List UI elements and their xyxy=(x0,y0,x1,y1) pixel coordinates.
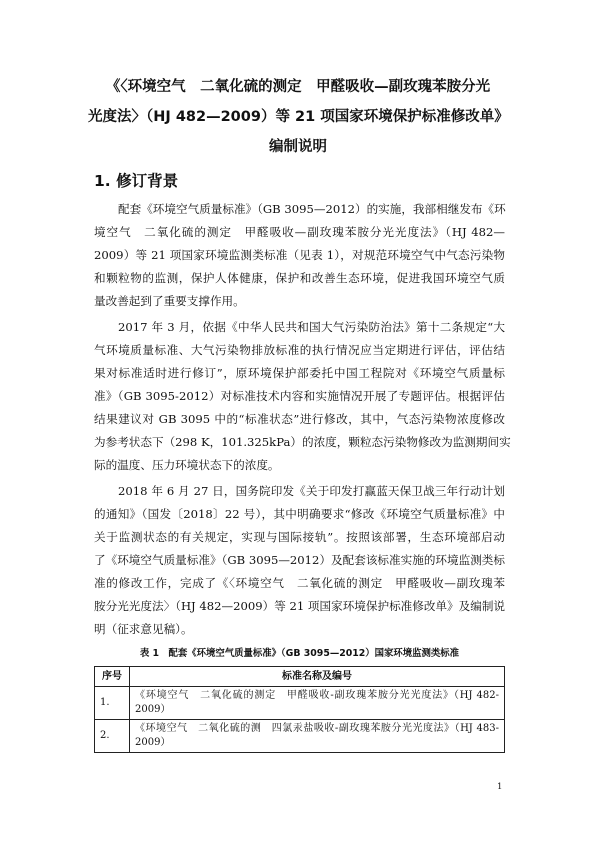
paragraph-2-line-4: 准》（GB 3095-2012）对标准技术内容和实施情况开展了专题评估。根据评估 xyxy=(94,389,505,403)
paragraph-3-line-1: 2018 年 6 月 27 日，国务院印发《关于印发打赢蓝天保卫战三年行动计划 xyxy=(118,484,505,498)
paragraph-1-line-4: 和颗粒物的监测，保护人体健康，保护和改善生态环境，促进我国环境空气质 xyxy=(94,271,505,285)
paragraph-3-line-2: 的通知》（国发〔2018〕22 号），其中明确要求“修改《环境空气质量标准》中 xyxy=(94,507,505,521)
page-number: 1 xyxy=(497,782,503,792)
paragraph-3-line-5: 准的修改工作，完成了《〈环境空气 二氧化硫的测定 甲醛吸收—副玫瑰苯 xyxy=(94,576,505,590)
table-header-row xyxy=(95,667,505,687)
section-title: 修订背景 xyxy=(116,172,179,190)
paragraph-2-line-5: 结果建议对 GB 3095 中的“标准状态”进行修改，其中，气态污染物浓度修改 xyxy=(94,412,505,426)
table-caption: 表 1 配套《环境空气质量标准》（GB 3095—2012）国家环境监测类标准 xyxy=(139,648,460,659)
title-line-2: 光度法〉（HJ 482—2009）等 21 项国家环境保护标准修改单》 xyxy=(88,109,509,125)
document-title xyxy=(88,72,508,162)
paragraph-1-line-1: 配套《环境空气质量标准》（GB 3095—2012）的实施，我部相继发布《环 xyxy=(118,202,506,216)
paragraph-1-line-2: 境空气 二氧化硫的测定 甲醛吸收—副玫瑰苯胺分光光度法》（HJ 482— xyxy=(94,225,505,239)
paragraph-2-line-1: 2017 年 3 月，依据《中华人民共和国大气污染防治法》第十二条规定“大 xyxy=(118,320,505,334)
paragraph-3-line-4: 了《环境空气质量标准》（GB 3095—2012）及配套该标准实施的环境监测类标 xyxy=(94,553,505,567)
standards-table xyxy=(94,666,505,753)
header-serial-number: 序号 xyxy=(95,667,130,687)
paragraph-2-line-6: 为参考状态下（298 K，101.325kPa）的浓度，颗粒态污染物修改为监测期间实 xyxy=(94,435,511,449)
section-number: 1. xyxy=(94,172,111,190)
row-serial-number: 1. xyxy=(95,687,130,720)
row-serial-number: 2. xyxy=(95,720,130,753)
table-row xyxy=(95,687,505,720)
paragraph-3-line-6: 胺分光光度法〉（HJ 482—2009）等 21 项国家环境保护标准修改单》及编制说 xyxy=(94,599,506,613)
header-standard-name: 标准名称及编号 xyxy=(130,667,505,687)
paragraph-2-line-2: 气环境质量标准、大气污染物排放标准的执行情况应当定期进行评估，评估结 xyxy=(94,343,505,357)
table-row xyxy=(95,720,505,753)
paragraph-2-line-7: 际的温度、压力环境状态下的浓度。 xyxy=(94,458,280,472)
paragraph-1-line-5: 量改善起到了重要支撑作用。 xyxy=(94,294,245,308)
section-heading xyxy=(94,170,178,192)
paragraph-1-line-3: 2009）等 21 项国家环境监测类标准（见表 1），对规范环境空气中气态污染物 xyxy=(94,248,505,262)
row-standard-name: 《环境空气 二氧化硫的测 四氯汞盐吸收-副玫瑰苯胺分光光度法》（HJ 483-2009） xyxy=(130,720,505,753)
title-line-1: 《〈环境空气 二氧化硫的测定 甲醛吸收—副玫瑰苯胺分光 xyxy=(105,79,491,95)
paragraph-3-line-7: 明（征求意见稿）。 xyxy=(94,622,193,636)
paragraph-2-line-3: 果对标准适时进行修订”，原环境保护部委托中国工程院对《环境空气质量标 xyxy=(94,366,505,380)
title-line-3: 编制说明 xyxy=(269,139,327,155)
row-standard-name: 《环境空气 二氧化硫的测定 甲醛吸收-副玫瑰苯胺分光光度法》（HJ 482-2009） xyxy=(130,687,505,720)
paragraph-3-line-3: 关于监测状态的有关规定，实现与国际接轨”。按照该部署，生态环境部启动 xyxy=(94,530,505,544)
